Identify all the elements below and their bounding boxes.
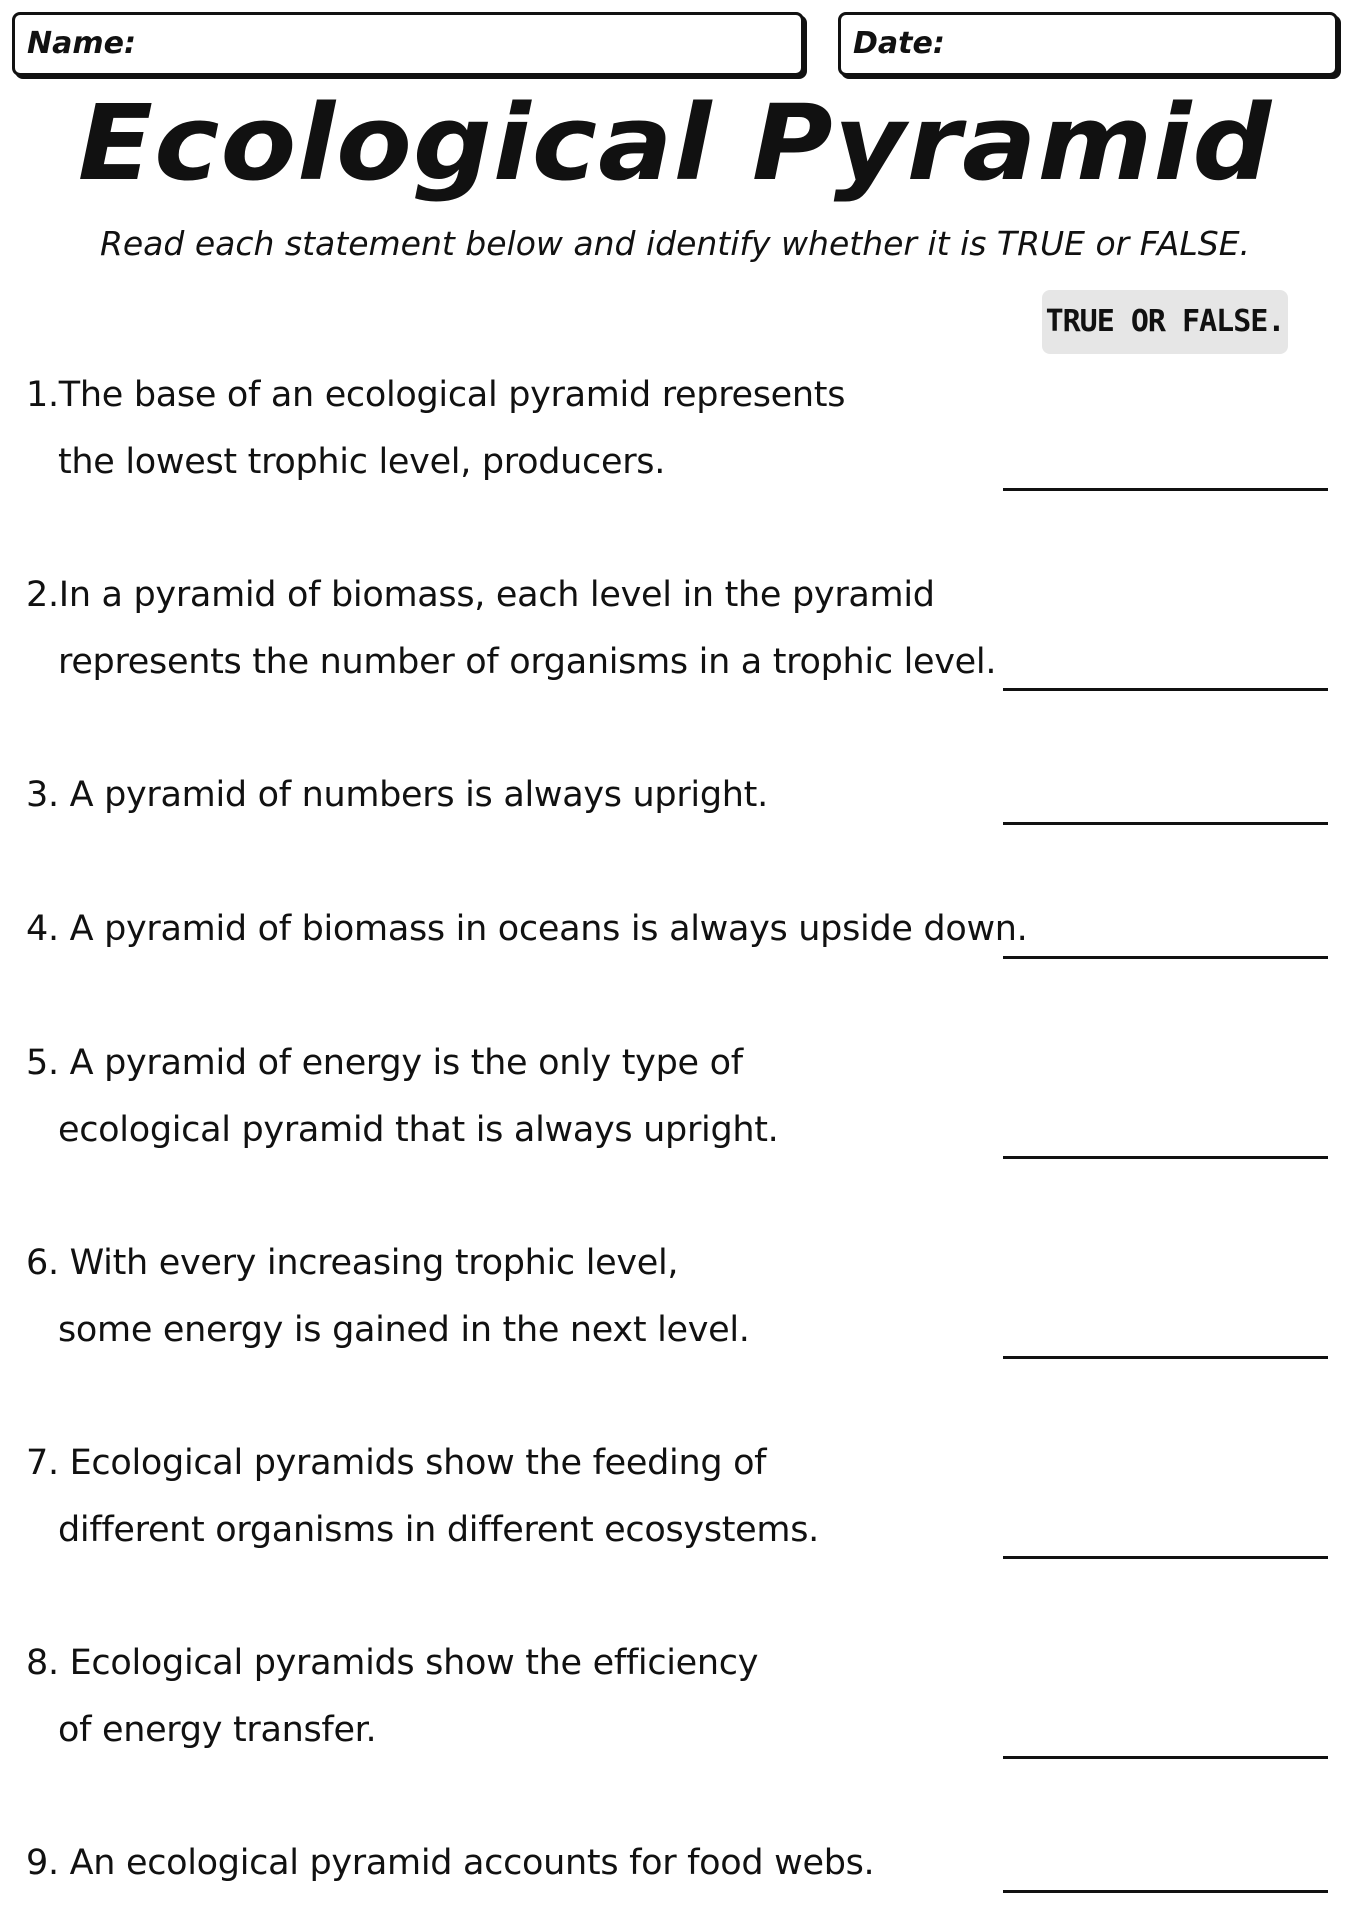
question-line: 1.The base of an ecological pyramid represents	[26, 375, 846, 415]
question-text	[26, 1830, 986, 1897]
question-line: 8. Ecological pyramids show the efficiency	[26, 1643, 759, 1683]
question-text	[26, 1630, 986, 1764]
question-8	[0, 1630, 1350, 1780]
answer-blank[interactable]	[1003, 1756, 1328, 1759]
question-line: 2.In a pyramid of biomass, each level in the pyramid	[26, 575, 935, 615]
worksheet-title: Ecological Pyramid	[77, 82, 1273, 204]
question-line: of energy transfer.	[58, 1710, 377, 1750]
question-line: 7. Ecological pyramids show the feeding of	[26, 1443, 767, 1483]
question-text	[26, 762, 986, 829]
answer-blank[interactable]	[1003, 822, 1328, 825]
date-label: Date:	[853, 26, 945, 61]
question-line: the lowest trophic level, producers.	[58, 442, 666, 482]
question-text	[26, 1430, 986, 1564]
question-6	[0, 1230, 1350, 1380]
true-or-false-header: TRUE OR FALSE.	[1042, 290, 1288, 354]
answer-blank[interactable]	[1003, 1356, 1328, 1359]
question-4	[0, 896, 1350, 1046]
question-line: 3. A pyramid of numbers is always upright.	[26, 775, 768, 815]
answer-blank[interactable]	[1003, 956, 1328, 959]
question-text	[26, 562, 997, 696]
question-line: 9. An ecological pyramid accounts for food webs.	[26, 1843, 875, 1883]
answer-blank[interactable]	[1003, 688, 1328, 691]
question-7	[0, 1430, 1350, 1580]
question-line: different organisms in different ecosystems.	[58, 1510, 819, 1550]
answer-blank[interactable]	[1003, 488, 1328, 491]
question-2	[0, 562, 1350, 712]
question-text	[26, 1030, 986, 1164]
name-label: Name:	[27, 26, 136, 61]
name-field[interactable]	[12, 12, 804, 76]
question-5	[0, 1030, 1350, 1180]
question-line: 6. With every increasing trophic level,	[26, 1243, 679, 1283]
question-text	[26, 362, 986, 496]
question-3	[0, 762, 1350, 912]
answer-blank[interactable]	[1003, 1556, 1328, 1559]
question-line: 4. A pyramid of biomass in oceans is always upside down.	[26, 909, 1028, 949]
instructions: Read each statement below and identify whether it is TRUE or FALSE.	[99, 224, 1251, 263]
question-text	[26, 896, 1028, 963]
question-1	[0, 362, 1350, 512]
question-line: 5. A pyramid of energy is the only type of	[26, 1043, 743, 1083]
question-9	[0, 1830, 1350, 1910]
answer-blank[interactable]	[1003, 1890, 1328, 1893]
question-line: ecological pyramid that is always upright.	[58, 1110, 779, 1150]
question-line: represents the number of organisms in a trophic level.	[58, 642, 997, 682]
question-line: some energy is gained in the next level.	[58, 1310, 750, 1350]
question-text	[26, 1230, 986, 1364]
answer-blank[interactable]	[1003, 1156, 1328, 1159]
date-field[interactable]	[838, 12, 1338, 76]
